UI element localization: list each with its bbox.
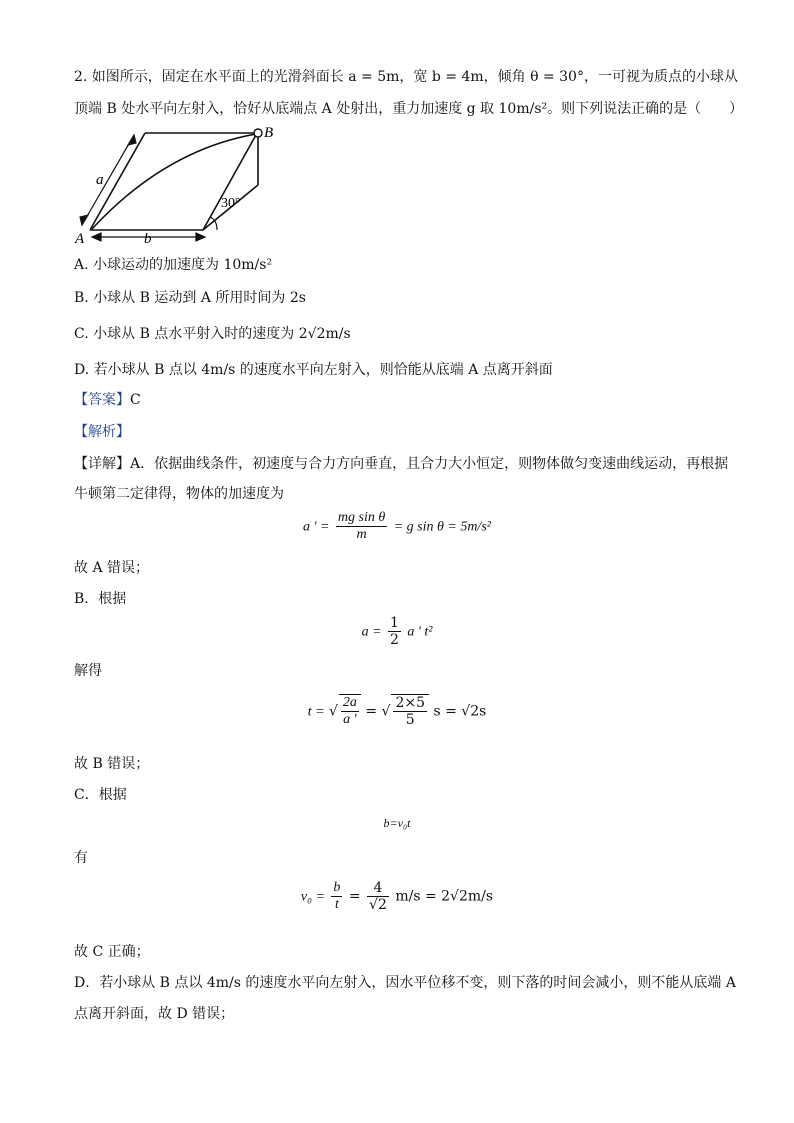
- analysis-line: [74, 422, 130, 442]
- question-line-2: 顶端 B 处水平向左射入，恰好从底端点 A 处射出，重力加速度 g 取 10m/s²。则下列说法正确的是（ ）: [74, 101, 744, 117]
- eq3-rhs: s = √2s: [433, 703, 487, 720]
- question-line-1: 2. 如图所示，固定在水平面上的光滑斜面长 a = 5m，宽 b = 4m，倾角 θ = 30°，一可视为质点的小球从: [74, 69, 738, 85]
- right-slant-edge: [203, 135, 256, 230]
- solution-d-line-1: D．若小球从 B 点以 4m/s 的速度水平向左射入，因水平位移不变，则下落的时间会减小，则不能从底端 A: [74, 975, 736, 991]
- incline-figure: [70, 125, 290, 250]
- eq1-rhs: = g sin θ = 5m/s²: [393, 519, 491, 535]
- label-B: B: [264, 125, 274, 141]
- solution-b-head: B．根据: [74, 591, 127, 607]
- equals-sign: =: [365, 703, 378, 720]
- answer-tag: 【答案】: [74, 392, 130, 408]
- solution-d-line-2: 点离开斜面，故 D 错误；: [74, 1006, 235, 1022]
- eq1-lhs: a ' =: [303, 519, 330, 535]
- eq5-den-2: √2: [369, 897, 387, 913]
- solution-a-conclusion: 故 A 错误；: [74, 560, 150, 576]
- eq2-fraction: [388, 615, 401, 648]
- eq2-numerator: 1: [389, 615, 399, 631]
- sqrt-icon: √: [328, 703, 338, 720]
- eq1-fraction: [336, 510, 387, 543]
- solution-a-line-2: 牛顿第二定律得，物体的加速度为: [74, 486, 284, 502]
- dimension-a-line: [82, 135, 134, 225]
- label-A: A: [75, 231, 85, 247]
- eq5-den-1: t: [334, 897, 339, 912]
- solution-a-line-1: [74, 454, 728, 474]
- eq4-text: b=v₀t: [383, 816, 411, 830]
- option-c-value: 2√2m/s: [298, 326, 351, 342]
- solution-c-conclusion: 故 C 正确；: [74, 944, 150, 960]
- answer-value: C: [130, 392, 141, 408]
- solution-b-conclusion: 故 B 错误；: [74, 756, 150, 772]
- eq3-radical-2: [391, 694, 429, 728]
- eq3-num-2: 2×5: [395, 695, 426, 711]
- arrowhead-b-right: [196, 233, 205, 241]
- label-a: a: [96, 172, 104, 188]
- eq3-den-2: 5: [405, 712, 415, 728]
- solution-a-text-1: A．依据曲线条件，初速度与合力方向垂直，且合力大小恒定，则物体做匀变速曲线运动，再根据: [130, 456, 729, 472]
- equation-1: [0, 510, 794, 543]
- eq5-fraction-2: [367, 880, 389, 913]
- arrowhead-a-top: [128, 135, 136, 145]
- eq3-fraction-2: [393, 695, 427, 728]
- eq2-lhs: a =: [361, 624, 382, 640]
- option-b: B. 小球从 B 运动到 A 所用时间为 2s: [74, 290, 306, 306]
- equation-5: [0, 880, 794, 913]
- arrowhead-b-left: [92, 233, 101, 241]
- ball-circle: [254, 129, 262, 137]
- eq1-denominator: m: [356, 527, 367, 542]
- option-c-prefix: C. 小球从 B 点水平射入时的速度为: [74, 326, 295, 342]
- eq3-num-1: 2a: [342, 695, 357, 710]
- sqrt-icon: √: [381, 703, 391, 720]
- eq1-numerator: mg sin θ: [337, 510, 386, 525]
- equals-sign: =: [348, 888, 361, 905]
- option-a: A. 小球运动的加速度为 10m/s²: [74, 257, 273, 273]
- option-d: D. 若小球从 B 点以 4m/s 的速度水平向左射入，则恰能从底端 A 点离开斜面: [74, 362, 553, 378]
- solve-label: 解得: [74, 663, 102, 679]
- answer-line: [74, 390, 141, 410]
- eq5-num-1: b: [333, 880, 341, 895]
- eq5-rhs: m/s = 2√2m/s: [395, 888, 494, 905]
- equation-2: [0, 615, 794, 648]
- option-c: [74, 324, 351, 344]
- analysis-tag: 【解析】: [74, 424, 130, 440]
- eq3-den-1: a ': [343, 712, 357, 727]
- eq3-radical-1: [339, 694, 361, 728]
- eq5-lhs: v₀ =: [300, 889, 325, 905]
- eq2-denominator: 2: [389, 632, 399, 648]
- equation-4: [0, 816, 794, 831]
- detail-tag: 【详解】: [74, 456, 130, 472]
- eq5-fraction-1: [331, 880, 342, 913]
- eq5-num-2: 4: [367, 880, 389, 897]
- eq2-rhs: a ' t²: [407, 624, 433, 640]
- eq3-fraction-1: [341, 695, 359, 728]
- label-b: b: [144, 231, 152, 247]
- eq3-lhs: t =: [307, 704, 325, 720]
- angle-label: 30°: [221, 196, 241, 211]
- solution-c-head: C．根据: [74, 787, 127, 803]
- have-label: 有: [74, 850, 88, 866]
- arrowhead-a-bottom: [80, 215, 88, 225]
- equation-3: [0, 694, 794, 728]
